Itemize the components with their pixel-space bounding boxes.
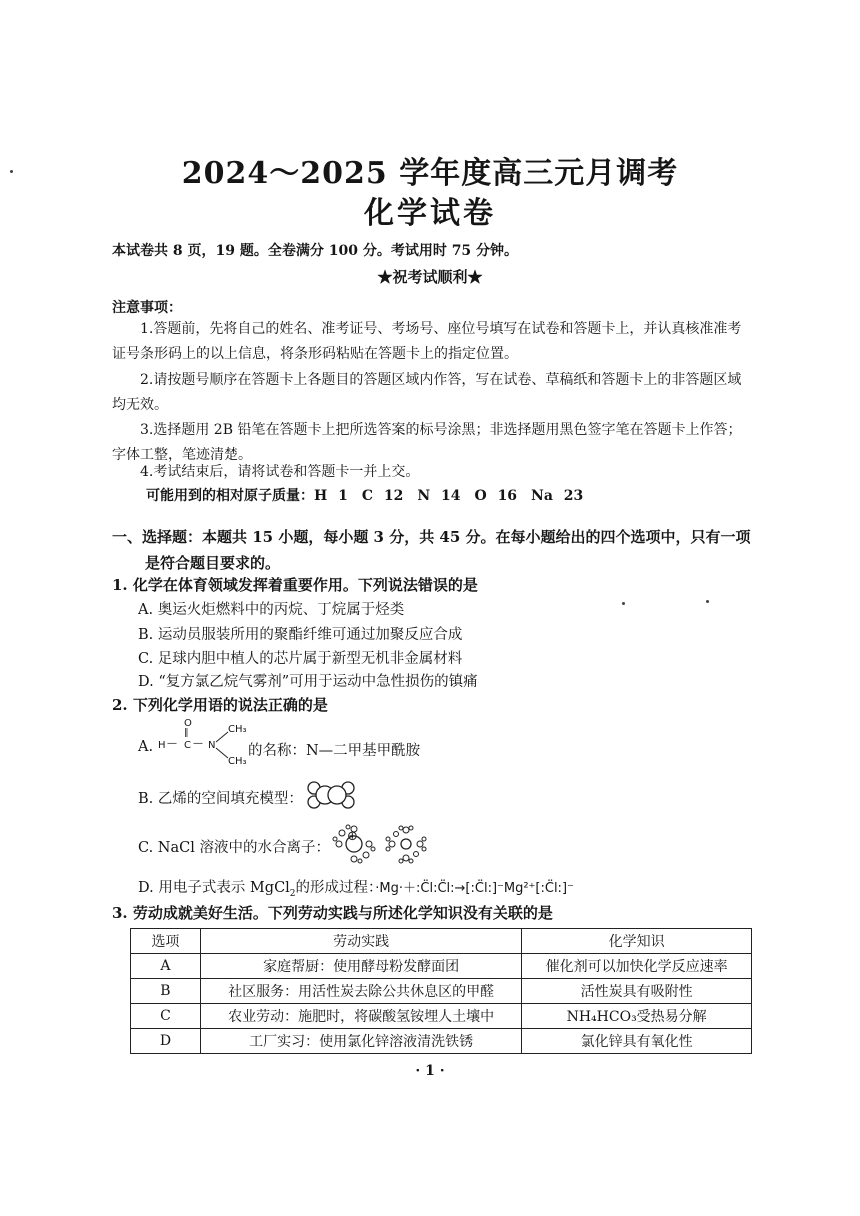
scan-speck [706, 600, 709, 603]
table-cell: 农业劳动：施肥时，将碳酸氢铵埋人土壤中 [200, 1004, 521, 1029]
q1-option-b: B. 运动员服装所用的聚酯纤维可通过加聚反应合成 [138, 627, 463, 643]
q2-option-b: B. 乙烯的空间填充模型： [138, 791, 303, 807]
scan-speck [622, 602, 625, 605]
page-number: · 1 · [415, 1063, 445, 1079]
table-cell: A [131, 954, 201, 979]
table-cell: B [131, 979, 201, 1004]
plus-sign: ⊕ [347, 829, 358, 844]
table-row [131, 979, 752, 1004]
notice-item-1: 1.答题前，先将自己的姓名、准考证号、考场号、座位号填写在试卷和答题卡上，并认真核准准考证号条形码上的以上信息，将条形码粘贴在答题卡上的指定位置。 [112, 321, 742, 362]
blessing-text: ★祝考试顺利★ [377, 268, 483, 286]
table-cell: 氯化锌具有氧化性 [522, 1029, 752, 1054]
mgcl2-electron-formula: ·Mg·＋:C̈l:C̈l:→[:C̈l:]⁻Mg²⁺[:C̈l:]⁻ [375, 881, 574, 896]
exam-title-line1: 2024～2025 学年度高三元月调考 [181, 156, 679, 191]
exam-intro: 本试卷共 8 页，19 题。全卷满分 100 分。考试用时 75 分钟。 [112, 243, 519, 259]
struct-hydrogen: H [158, 740, 166, 751]
hydrated-chloride-ion [384, 824, 428, 864]
q2-option-d-mid: 的形成过程： [295, 880, 376, 896]
struct-double-bond: ‖ [184, 728, 189, 738]
q2-option-d-subscript: 2 [289, 888, 296, 899]
notice-heading: 注意事项： [112, 300, 182, 316]
struct-bond-2: — [193, 738, 203, 749]
q2-option-a-label: A. [138, 739, 154, 755]
q2-option-d [138, 876, 574, 899]
exam-title-line2: 化学试卷 [364, 196, 496, 231]
table-cell: NH₄HCO₃受热易分解 [522, 1004, 752, 1029]
q1-stem: 1. 化学在体育领域发挥着重要作用。下列说法错误的是 [112, 576, 478, 594]
q1-option-d: D. “复方氯乙烷气雾剂”可用于运动中急性损伤的镇痛 [138, 674, 478, 690]
q2-option-c: C. NaCl 溶液中的水合离子： [138, 840, 330, 856]
notice-item-2: 2.请按题号顺序在答题卡上各题目的答题区域内作答，写在试卷、草稿纸和答题卡上的非答题区域均无效。 [112, 372, 742, 413]
table-cell: 家庭帮厨：使用酵母粉发酵面团 [200, 954, 521, 979]
q2-option-d-prefix: D. 用电子式表示 MgCl [138, 880, 290, 896]
struct-carbon: C [184, 740, 191, 751]
notice-item-3: 3.选择题用 2B 铅笔在答题卡上把所选答案的标号涂黑；非选择题用黑色签字笔在答题卡上作答；字体工整，笔迹清楚。 [112, 422, 742, 463]
q2-option-a-text: 的名称：N—二甲基甲酰胺 [248, 743, 421, 759]
ethylene-space-filling-model [304, 780, 358, 810]
table-header-practice: 劳动实践 [200, 929, 521, 954]
struct-bond-1: — [167, 738, 177, 749]
table-cell: 活性炭具有吸附性 [522, 979, 752, 1004]
q3-table [130, 928, 752, 1054]
scan-speck [10, 170, 13, 173]
table-row [131, 1029, 752, 1054]
table-row [131, 954, 752, 979]
struct-nitrogen: N [208, 740, 216, 751]
table-cell: 催化剂可以加快化学反应速率 [522, 954, 752, 979]
table-cell: 社区服务：用活性炭去除公共休息区的甲醛 [200, 979, 521, 1004]
atomic-masses: 可能用到的相对原子质量：H 1 C 12 N 14 O 16 Na 23 [146, 488, 584, 504]
table-header-row [131, 929, 752, 954]
table-cell: 工厂实习：使用氯化锌溶液清洗铁锈 [200, 1029, 521, 1054]
q2-stem: 2. 下列化学用语的说法正确的是 [112, 696, 328, 714]
struct-methyl-2: CH₃ [228, 756, 247, 767]
struct-methyl-1: CH₃ [228, 724, 247, 735]
table-header-option: 选项 [131, 929, 201, 954]
table-cell: D [131, 1029, 201, 1054]
notice-item-4: 4.考试结束后，请将试卷和答题卡一并上交。 [140, 464, 420, 480]
q1-option-c: C. 足球内胆中植人的芯片属于新型无机非金属材料 [138, 651, 463, 667]
table-row [131, 1004, 752, 1029]
table-header-knowledge: 化学知识 [522, 929, 752, 954]
dimethylformamide-structure [158, 718, 250, 770]
q3-stem: 3. 劳动成就美好生活。下列劳动实践与所述化学知识没有关联的是 [112, 904, 553, 922]
section1-heading: 一、选择题：本题共 15 小题，每小题 3 分，共 45 分。在每小题给出的四个选项中，只有一项是符合题目要求的。 [112, 528, 751, 572]
struct-oxygen: O [184, 718, 192, 729]
q1-option-a: A. 奥运火炬燃料中的丙烷、丁烷属于烃类 [138, 602, 405, 618]
table-cell: C [131, 1004, 201, 1029]
